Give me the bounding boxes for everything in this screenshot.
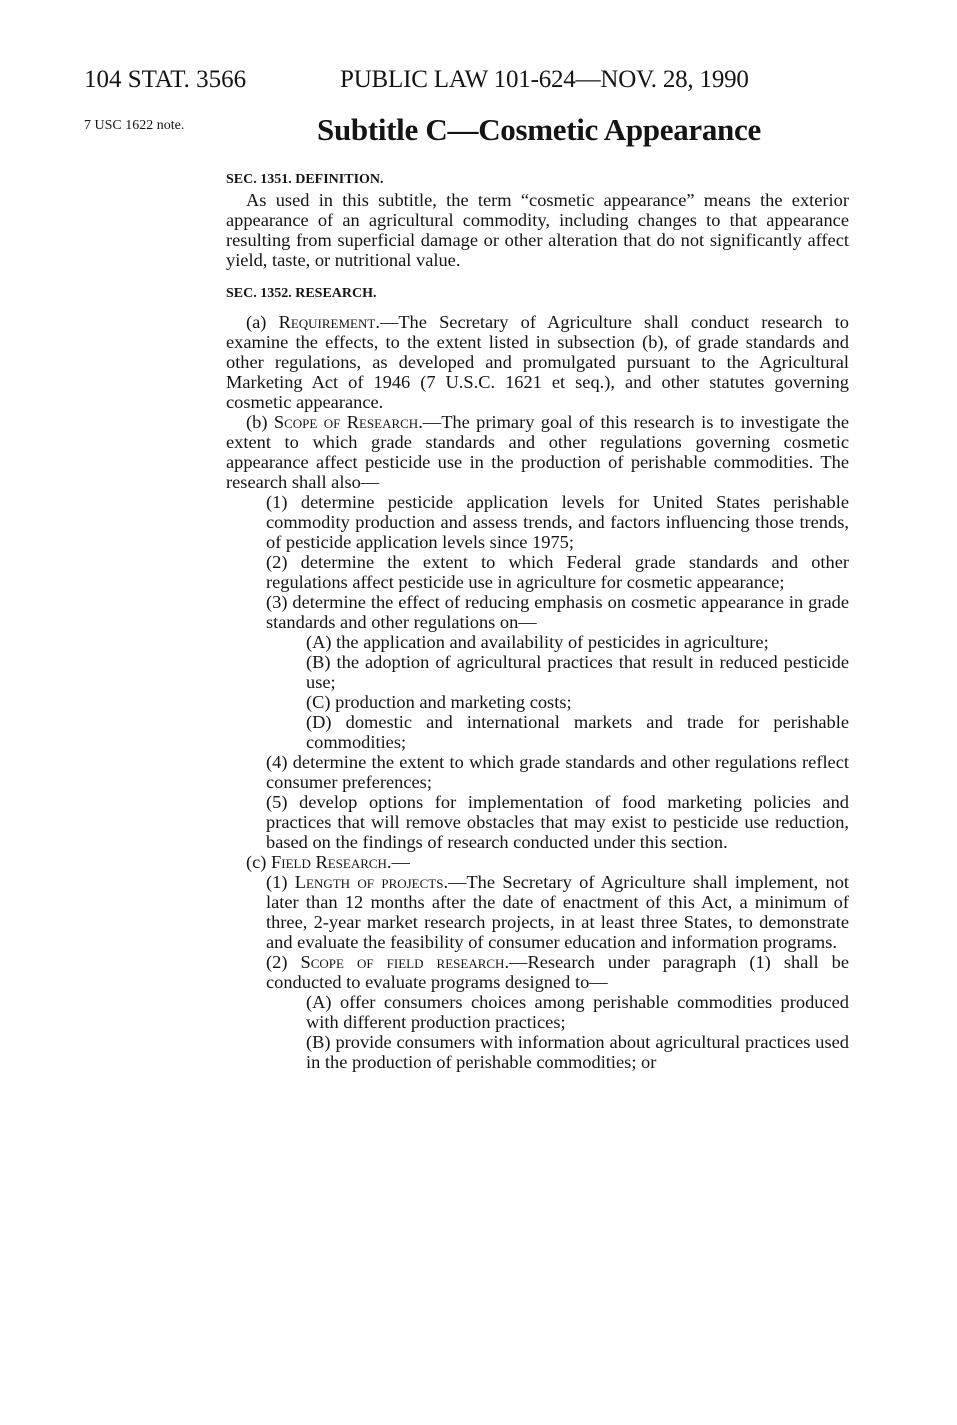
paragraph-2-item-a: (A) offer consumers choices among perishable commodities produced with different production practices; — [306, 992, 849, 1032]
subsection-b-item-1: (1) determine pesticide application levels for United States perishable commodity production and assess trends, and factors influencing those trends, of pesticide application levels since 1975; — [266, 492, 849, 552]
paragraph-2-label: (2) — [266, 952, 301, 972]
subsection-a-text: —The Secretary of Agriculture shall conduct research to examine the effects, to the extent listed in subsection (b), of grade standards and other regulations, as developed and promulgated pursuant to the Agricultural Marketing Act of 1946 (7 U.S.C. 1621 et seq.), and other statutes governing cosmetic appearance. — [226, 312, 849, 412]
subsection-b-subitem-d: (D) domestic and international markets and trade for perishable commodities; — [306, 712, 849, 752]
subtitle-heading: Subtitle C—Cosmetic Appearance — [317, 112, 761, 147]
subsection-b-subitem-b: (B) the adoption of agricultural practices that result in reduced pesticide use; — [306, 652, 849, 692]
paragraph-2-item-b: (B) provide consumers with information about agricultural practices used in the production of perishable commodities; or — [306, 1032, 849, 1072]
law-reference: PUBLIC LAW 101-624—NOV. 28, 1990 — [340, 66, 749, 93]
subsection-c-title: Field Research. — [271, 852, 392, 872]
document-body — [226, 170, 849, 1072]
subsection-b-item-5: (5) develop options for implementation of food marketing policies and practices that will remove obstacles that may exist to pesticide use reduction, based on the findings of research conducted under this section. — [266, 792, 849, 852]
section-1352-heading: SEC. 1352. RESEARCH. — [226, 286, 377, 301]
page-reference: 104 STAT. 3566 — [84, 66, 247, 93]
section-1351-heading: SEC. 1351. DEFINITION. — [226, 172, 384, 187]
subsection-c-paragraph-1 — [266, 872, 849, 952]
subsection-b-item-2: (2) determine the extent to which Federal grade standards and other regulations affect pesticide use in agriculture for cosmetic appearance; — [266, 552, 849, 592]
subsection-b-label: (b) — [246, 412, 274, 432]
subsection-b-subitem-c: (C) production and marketing costs; — [306, 692, 572, 712]
subsection-a-title: Requirement. — [278, 312, 380, 332]
paragraph-2-title: Scope of field research. — [300, 952, 510, 972]
subsection-a-label: (a) — [246, 312, 279, 332]
subsection-c-label: (c) — [246, 852, 272, 872]
subsection-b-subitem-a: (A) the application and availability of pesticides in agriculture; — [306, 632, 769, 652]
subsection-c-dash: — — [391, 852, 410, 872]
paragraph-1-label: (1) — [266, 872, 295, 892]
subsection-a — [226, 312, 849, 412]
subsection-c-paragraph-2 — [266, 952, 849, 992]
subsection-b-text: —The primary goal of this research is to investigate the extent to which grade standards and other regulations governing cosmetic appearance affect pesticide use in the production of perishable commodities. The research shall also— — [226, 412, 849, 492]
subsection-c — [226, 852, 849, 872]
paragraph-1-title: Length of projects. — [294, 872, 449, 892]
paragraph-1-text: —The Secretary of Agriculture shall implement, not later than 12 months after the date of enactment of this Act, a minimum of three, 2-year market research projects, in at least three States, to demonstrate and evaluate the feasibility of consumer education and information programs. — [266, 872, 849, 952]
paragraph-2-text: —Research under paragraph (1) shall be conducted to evaluate programs designed to— — [266, 952, 849, 992]
subsection-b — [226, 412, 849, 492]
margin-note: 7 USC 1622 note. — [84, 118, 185, 133]
subsection-b-item-4: (4) determine the extent to which grade standards and other regulations reflect consumer preferences; — [266, 752, 849, 792]
subsection-b-item-3: (3) determine the effect of reducing emphasis on cosmetic appearance in grade standards and other regulations on— — [266, 592, 849, 632]
section-1351-text: As used in this subtitle, the term “cosmetic appearance” means the exterior appearance of an agricultural commodity, including changes to that appearance resulting from superficial damage or other alteration that do not significantly affect yield, taste, or nutritional value. — [226, 190, 849, 270]
subsection-b-title: Scope of Research. — [273, 412, 423, 432]
